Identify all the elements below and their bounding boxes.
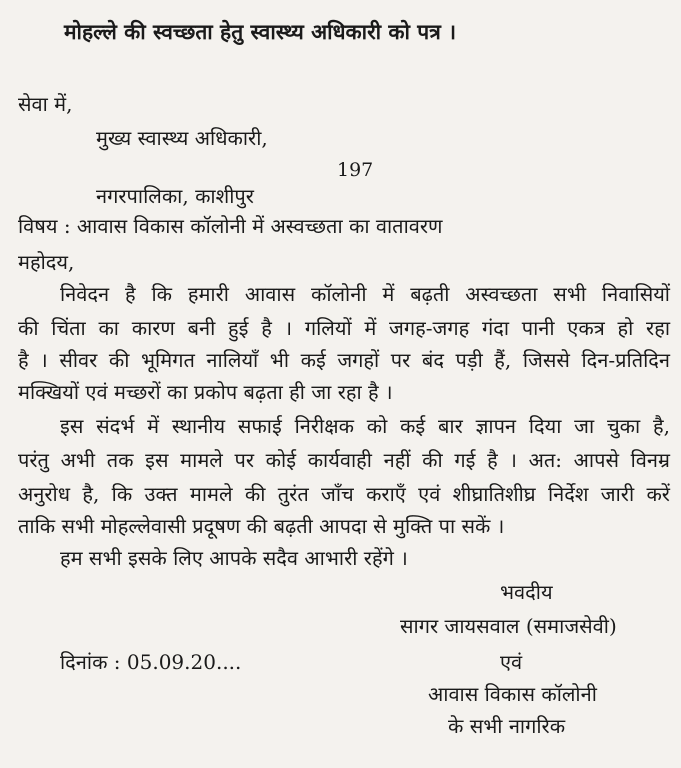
body-line: परंतु अभी तक इस मामले पर कोई कार्यवाही नहीं की गई है । अत: आपसे विनम्र (18, 448, 670, 472)
sender-group-line-2: के सभी नागरिक (448, 714, 566, 738)
sender-name: सागर जायसवाल (समाजसेवी) (400, 614, 617, 638)
body-line: इस संदर्भ में स्थानीय सफाई निरीक्षक को कई बार ज्ञापन दिया जा चुका है, (60, 414, 670, 438)
sender-group-line-1: आवास विकास कॉलोनी (428, 682, 597, 706)
greeting: महोदय, (18, 250, 75, 274)
body-line: निवेदन है कि हमारी आवास कॉलोनी में बढ़ती अस्वच्छता सभी निवासियों (60, 282, 670, 306)
body-line: की चिंता का कारण बनी हुई है । गलियों में जगह-जगह गंदा पानी एकत्र हो रहा (18, 316, 670, 340)
body-line: है । सीवर की भूमिगत नालियाँ भी कई जगहों पर बंद पड़ी हैं, जिससे दिन-प्रतिदिन (18, 348, 670, 372)
body-line: अनुरोध है, कि उक्त मामले की तुरंत जाँच कराएँ एवं शीघ्रातिशीघ्र निर्देश जारी करें (18, 482, 670, 506)
body-line: हम सभी इसके लिए आपके सदैव आभारी रहेंगे । (60, 546, 408, 570)
recipient-title: मुख्य स्वास्थ्य अधिकारी, (96, 126, 268, 150)
closing: भवदीय (500, 580, 553, 604)
recipient-address: नगरपालिका, काशीपुर (96, 184, 254, 208)
body-line: ताकि सभी मोहल्लेवासी प्रदूषण की बढ़ती आपदा से मुक्ति पा सकें । (18, 514, 505, 538)
page-number: 197 (337, 159, 374, 181)
body-line: मक्खियों एवं मच्छरों का प्रकोप बढ़ता ही जा रहा है । (18, 380, 393, 404)
letter-date: दिनांक : 05.09.20.... (60, 650, 242, 674)
letter-title: मोहल्ले की स्वच्छता हेतु स्वास्थ्य अधिकारी को पत्र । (64, 19, 457, 44)
salutation-to: सेवा में, (18, 92, 73, 116)
sender-and: एवं (500, 650, 523, 674)
subject-line: विषय : आवास विकास कॉलोनी में अस्वच्छता का वातावरण (18, 214, 443, 238)
